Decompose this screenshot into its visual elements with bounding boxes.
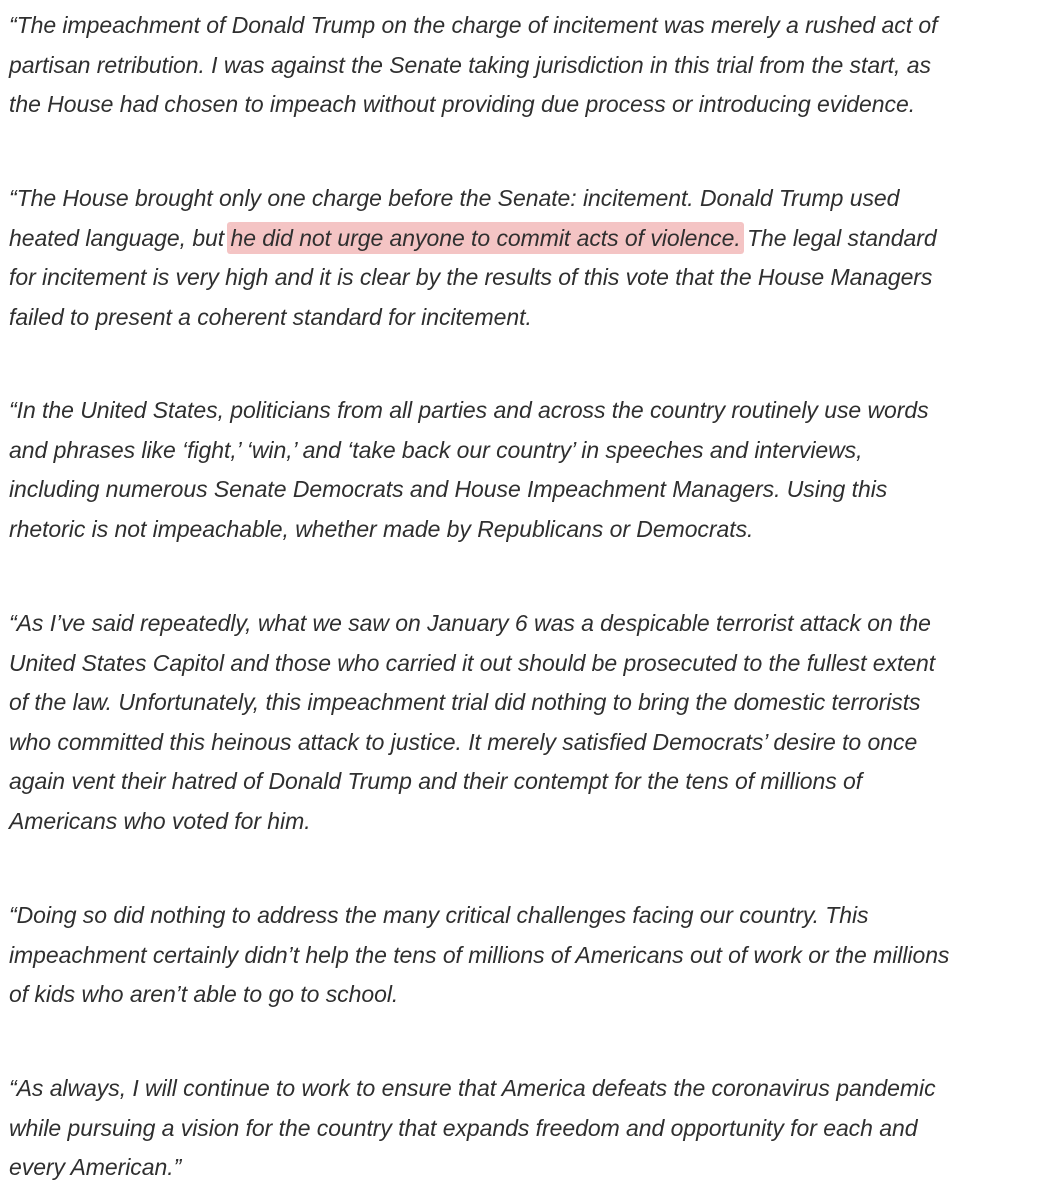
text-line: “The House brought only one charge before the Senate: incitement. Donald Trump used [9, 185, 900, 211]
paragraph-rhetoric [9, 391, 1055, 549]
paragraph-closing [9, 1069, 1055, 1188]
text-line: who committed this heinous attack to justice. It merely satisfied Democrats’ desire to once [9, 728, 918, 755]
text-line: “As I’ve said repeatedly, what we saw on January 6 was a despicable terrorist attack on the [9, 610, 931, 636]
text-line: of kids who aren’t able to go to school. [9, 981, 399, 1008]
text-line: “As always, I will continue to work to ensure that America defeats the coronavirus pandemic [9, 1075, 936, 1101]
text-line: “The impeachment of Donald Trump on the charge of incitement was merely a rushed act of [9, 12, 938, 38]
paragraph-january-6 [9, 604, 1055, 842]
text-line: Americans who voted for him. [9, 807, 311, 834]
paragraph-challenges [9, 896, 1055, 1015]
text-segment: heated language, but [9, 224, 231, 251]
paragraph-jurisdiction [9, 6, 1055, 125]
highlighted-quote: he did not urge anyone to commit acts of violence. [230, 224, 741, 251]
text-line: for incitement is very high and it is clear by the results of this vote that the House Managers [9, 264, 933, 291]
text-line: every American.” [9, 1154, 182, 1181]
text-line: rhetoric is not impeachable, whether made by Republicans or Democrats. [9, 515, 754, 542]
text-line [9, 219, 1055, 259]
text-line: the House had chosen to impeach without providing due process or introducing evidence. [9, 91, 916, 118]
text-line: impeachment certainly didn’t help the tens of millions of Americans out of work or the millions [9, 941, 950, 968]
text-line: of the law. Unfortunately, this impeachment trial did nothing to bring the domestic terrorists [9, 689, 921, 716]
text-line: including numerous Senate Democrats and House Impeachment Managers. Using this [9, 476, 888, 503]
text-line: “In the United States, politicians from all parties and across the country routinely use words [9, 397, 929, 423]
text-line: failed to present a coherent standard for incitement. [9, 303, 532, 330]
text-line: and phrases like ‘fight,’ ‘win,’ and ‘take back our country’ in speeches and interviews, [9, 436, 863, 463]
paragraph-incitement [9, 179, 1055, 337]
text-line: while pursuing a vision for the country that expands freedom and opportunity for each and [9, 1114, 918, 1141]
text-line: United States Capitol and those who carried it out should be prosecuted to the fullest extent [9, 649, 936, 676]
text-line: partisan retribution. I was against the Senate taking jurisdiction in this trial from the start, as [9, 51, 931, 78]
text-line: again vent their hatred of Donald Trump and their contempt for the tens of millions of [9, 768, 863, 795]
text-segment: The legal standard [740, 224, 937, 251]
text-line: “Doing so did nothing to address the many critical challenges facing our country. This [9, 902, 869, 928]
